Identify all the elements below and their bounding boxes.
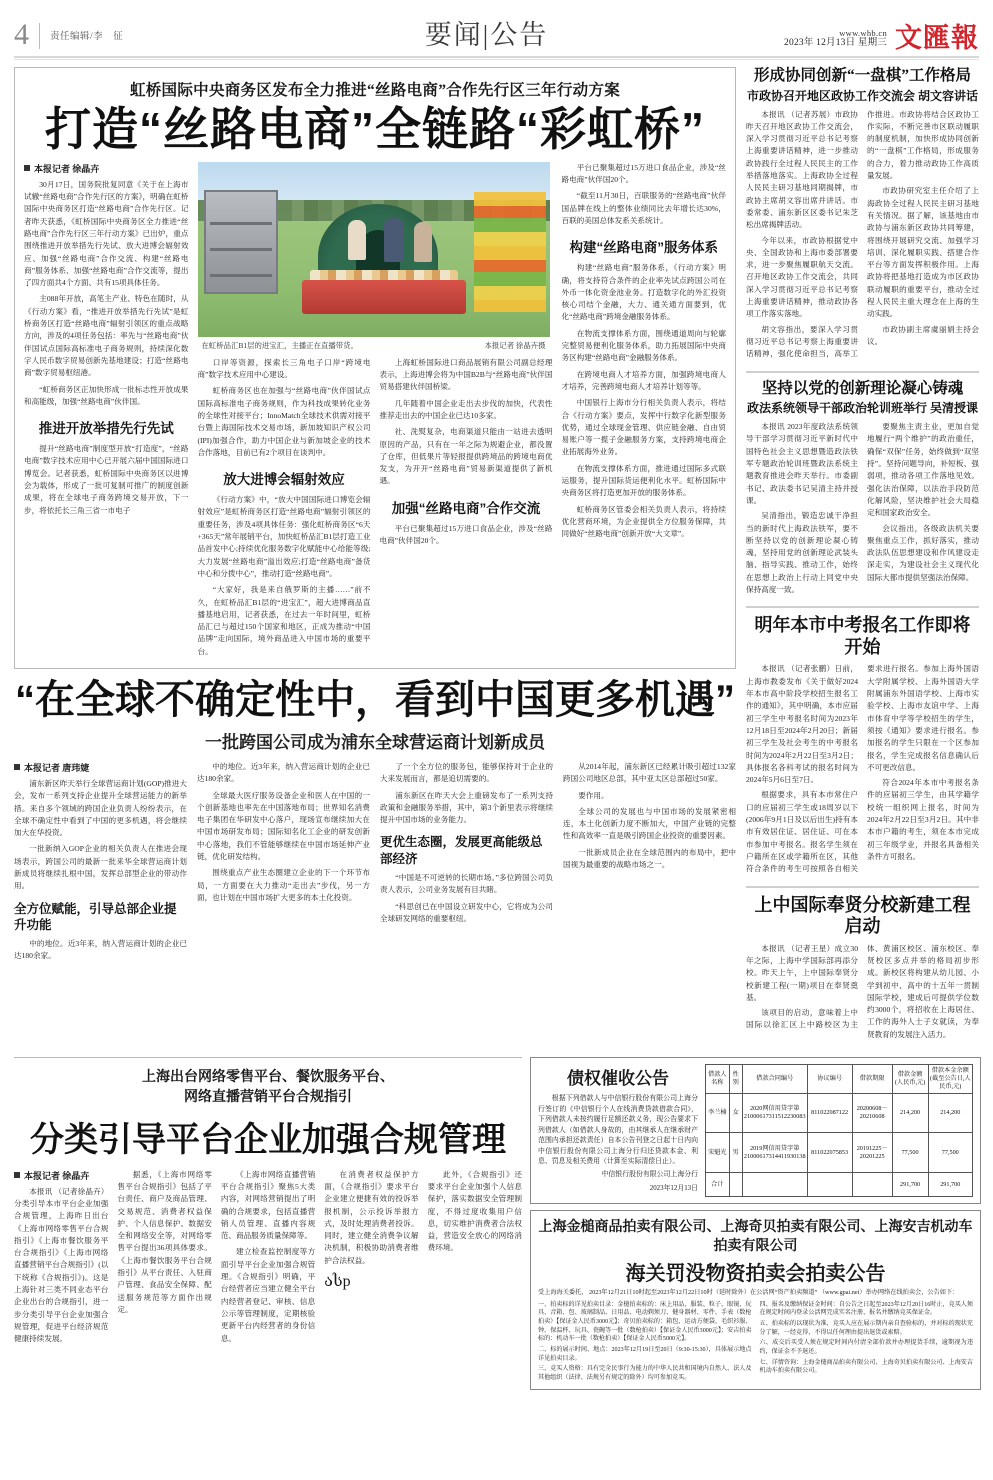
- right-article-3: [746, 615, 979, 875]
- bottom-paragraph: 本报讯 （记者徐晶卉）分类引导本市平台企业加强合规管理，上海昨日出台《上海市网络零售平台合规指引》《上海市餐饮服务平台合规指引》《上海市网络直播营销平台合规指引》(以下统称《合规指引》)。这是上海针对三类不同业态平台企业出台的合规指引，进一步分类引导平台企业加强合规管理，促进平台经济规范健康持续发展。: [14, 1186, 109, 1344]
- lead-paragraph: “大家好，我是来自俄罗斯的主播……”前不久，在虹桥品汇B1层的“进宝汇”，超大进博商品直播基地启用，记者获悉，在过去一年时间里，虹桥品汇已与超过150个国家和地区，正成为推动“中国品牌”走向国际，境外商品进入中国市场的重要平台。: [197, 585, 371, 656]
- lead-subheading-2: 放大进博会辐射效应: [223, 472, 345, 488]
- right-paragraph: 该项目的启动，意味着上中国际以徐汇区上中路校区为主体、黄浦区校区、浦东校区、奉贤校区多点并举的格局初步形成。新校区将构建从幼儿园、小学到初中、高中的十五年一贯制国际学校，建成后可提供学位数约3000个，将招收在上海居住、工作的海外人士子女就读，为奉贤教育的发展注入活力。: [746, 943, 979, 1039]
- right-article-2: [746, 380, 979, 597]
- bottom-column-2: [117, 1169, 211, 1350]
- newspaper-logo: 文匯報: [895, 23, 979, 53]
- debt-cell: [807, 1172, 852, 1197]
- feature-paragraph: 要作用。: [578, 790, 609, 800]
- masthead-rule-thin: [14, 59, 979, 60]
- feature-byline: [14, 761, 187, 774]
- right-article-2-subhead: 政法系统领导干部政治轮训班举行 吴清授课: [746, 401, 978, 416]
- auction-paragraph: 七、详情咨询：上海金槌商品拍卖有限公司、上海奇贝拍卖有限公司、上海安吉机动车拍卖有限公司。: [759, 1359, 973, 1375]
- right-divider-3: [746, 886, 979, 888]
- right-zone: [746, 67, 979, 1051]
- right-article-2-body: [746, 421, 979, 596]
- main-content-grid: [14, 67, 979, 1051]
- right-paragraph: 本报讯 2023年度政法系统领导干部学习贯彻习近平新时代中国特色社会主义思想暨造政法铁军专题政治轮训班暨政法系统主题教育推进会昨天举行。市委副书记、政法委书记吴清主持并授课。: [746, 422, 858, 505]
- debt-notice-text: [538, 1064, 698, 1197]
- right-paragraph: 市政协副主席虞丽娟主持会议。: [867, 324, 979, 346]
- right-paragraph: 今年以来，市政协根据党中央、全国政协和上海市委部署要求，进一步聚焦履职航天交流。召开地区政协工作交流会，共同深入学习贯彻习近平总书记考察上海重要讲话精神，推动政协各项工作落实落地。: [746, 235, 858, 319]
- right-paragraph: 要聚焦主责主业，更加自觉地履行“两个维护”的政治重任，确保“双保”任务，始终做到“双坚持”。坚持问题导向，补短板、强弱项，推动各项工作落地见效。强化法治保障，以法治手段防范化解风险，坚决维护社会大局稳定和国家政治安全。: [867, 422, 979, 518]
- feature-paragraph: 全球最大医疗服务设备企业和医人在中国的一个创新基地也率先在中国落地布局；世界知名消费电子集团在华研发中心落户，现场宣布继续加大在中国市场研发布局；国际知名化工企业的研发创新中心落地，我们不管能够继续在中国市场延伸产业链，优化研发结构。: [197, 790, 370, 862]
- feature-story: [14, 678, 736, 967]
- bottom-byline: [14, 1169, 108, 1182]
- photo-table: [302, 280, 466, 314]
- lead-subheading-4: 构建“丝路电商”服务体系: [569, 240, 718, 256]
- table-row: [706, 1133, 973, 1173]
- feature-paragraph: 一批新纳入GOP企业的相关负责人在推进会现场表示，跨国公司的最新一批来华全球营运商计划新成员将继续扎根中国，发挥总部型企业的带动作用。: [14, 844, 187, 891]
- debt-notice-paragraph: 根据下列借款人与中信银行股份有限公司上海分行签订的《中信银行个人在线消费贷款借款合同》，下列借款人未按约履行足额还款义务，现公告要求下列借款人（如借款人身故的，由其继承人在继承财产范围内承担还款责任）自本公告刊登之日起十日内向中信银行股份有限公司上海分行归还贷款本金、利息、罚息及相关费用（计算至实际清偿日止）。: [538, 1095, 698, 1165]
- masthead-divider: [39, 23, 40, 49]
- feature-column-3: [380, 761, 553, 967]
- right-paragraph: 根据要求，具有本市常住户口的应届初三学生或18周岁以下(2006年9月1日及以后出生)持有本市有效居住证、居住证、可在本市参加中考报名。报名学生须在户籍所在区或学籍所在区，其他符合条件的考生可按照各自相关要求进行报名。参加上海外国语大学附属学校、上海外国语大学附属浦东外国语学校、上海市实验学校、上海市友谊中学、上海市体育中学等学校招生的学生，须按《通知》要求进行报名。参加报名的学生只限在一个区参加报名，学生完成报名信息确认后不可更改信息。: [746, 664, 979, 874]
- debt-cell: 男: [729, 1133, 742, 1173]
- debt-notice-issuer: 中信银行股份有限公司上海分行: [601, 1171, 698, 1179]
- lead-shoulder-headline: 虹桥国际中央商务区发布全力推进“丝路电商”合作先行区三年行动方案: [129, 82, 621, 99]
- bottom-shoulder-line-1: 上海出台网络零售平台、餐饮服务平台、: [142, 1068, 394, 1085]
- bottom-shoulder: [14, 1066, 522, 1107]
- feature-paragraph: 浦东新区在昨天大会上重磅发布了一系列支持政策和金融服务举措，其中，第3个新里表示将继续提升中国市场的业务能力。: [380, 790, 553, 825]
- photo-person-2: [384, 218, 404, 262]
- debt-col-term: 借款期限: [852, 1065, 892, 1094]
- debt-cell: 合计: [706, 1172, 730, 1197]
- photo-caption: [198, 340, 550, 351]
- feature-columns: [14, 761, 736, 967]
- bottom-column-5: [428, 1169, 522, 1350]
- table-total-row: [706, 1172, 973, 1197]
- debt-cell: 811022075853: [807, 1133, 852, 1173]
- right-article-1-body: [746, 109, 979, 361]
- lead-paragraph: 口岸等资源，探索长三角电子口岸“跨境电商”数字技术应用中心建设。: [197, 357, 371, 380]
- lead-column-4: [562, 162, 727, 662]
- feature-column-1: [14, 761, 187, 967]
- publication-date: 2023年 12月13日 星期三: [784, 38, 887, 49]
- right-paragraph: 本报讯 （记者王星）成立30年之际，上海中学国际部再添分校。昨天上午，上中国际奉贤分校新建工程(一期)项目在奉贤奠基。: [746, 943, 858, 1002]
- lead-main-headline: 打造“丝路电商”全链路“彩虹桥”: [45, 103, 705, 155]
- feature-paragraph: 中的地位。近3年来，纳入营运商计划的企业已达180余家。: [14, 939, 187, 961]
- debt-collection-notice: [530, 1057, 981, 1204]
- feature-column-4: [563, 761, 736, 967]
- right-article-4-body: [746, 943, 979, 1041]
- byline-text: 本报记者 徐晶卉: [34, 163, 100, 174]
- right-paragraph: 市政协研究室主任介绍了上海政协全过程人民民主研习基地有关情况。据了解，该基地由市政协与浦东新区政协共同筹建，将围绕开展研究交流、加强学习培训、深化履职实践、搭建合作平台等方面发挥积极作用。上海政协将把基地打造成为市区政协联动履职的重要平台，推动全过程人民民主重大理念在上海的生动实践。: [867, 186, 979, 319]
- masthead-right: [729, 25, 979, 52]
- photo-caption-text: 在虹桥品汇B1层的进宝汇，主播正在直播带货。: [201, 340, 358, 350]
- feature-paragraph: 围绕重点产业生态圈建立企业的下一个环节布局，一方面要在大力推动“走出去”步伐，另一方面，也计划在中国市场扩大更多的本土化投资。: [197, 868, 370, 902]
- auction-paragraph: 六、成交后买受人须在规定时间内付清全部价款并办理提货手续，逾期视为违约，保证金不予退还。: [759, 1340, 973, 1355]
- auction-paragraph: 三、竞买人资格：具有完全民事行为能力的中华人民共和国境内自然人、法人及其他组织（法律、法规另有规定的除外）均可参加竞买。: [538, 1366, 752, 1381]
- debt-cell: 811022087122: [807, 1093, 852, 1133]
- section-name-2: 公告: [490, 20, 549, 50]
- bottom-column-1: [14, 1169, 108, 1350]
- debt-cell: [852, 1172, 892, 1197]
- table-row: [706, 1093, 973, 1133]
- right-article-1-subhead: 市政协召开地区政协工作交流会 胡文容讲话: [746, 88, 978, 103]
- feature-column-2: [197, 761, 370, 967]
- debt-cell: 77,500: [928, 1133, 972, 1173]
- debt-cell: 女: [729, 1093, 742, 1133]
- debt-cell: 宋魁光: [706, 1133, 730, 1173]
- lead-paragraph: 社、洗熨复杂，电商渠道只能由一站进去透明原因的产品，只有在一年之际为规避企业，都没置了仓库，但低果片等轻报提供跨境品的跨境电商优发支，为开开“丝路电商”贸易新渠道提供了新机遇。: [379, 427, 553, 486]
- feature-headline: “在全球不确定性中，看到中国更多机遇”: [15, 677, 735, 722]
- right-divider-2: [746, 606, 979, 608]
- lead-paragraph: 平台已聚集超过15万进口食品企业，涉及“丝路电商”伙伴国20个。: [561, 162, 726, 185]
- right-paragraph: 本报讯 （记者苏展）市政协昨天召开地区政协工作交流会，深入学习贯彻习近平总书记考察上海重要讲话精神，进一步推动政协践行全过程人民民主的工作举措落地落实。上海政协全过程人民民主研习基地同期揭牌，市政协主席胡文容出席并讲话。市委常委、浦东新区区委书记朱芝松出席揭牌活动。: [746, 109, 858, 230]
- debt-cell: 李兰楠: [706, 1093, 730, 1133]
- auction-paragraph: 二、标的展示时间、地点：2023年12月19日至20日（9:30-15:30），具体展示地点详见拍卖目录。: [538, 1347, 752, 1362]
- lead-paragraph: 在跨境电商人才培养方面，加强跨境电商人才培养，完善跨境电商人才培养计划等等。: [561, 369, 726, 391]
- lead-paragraph: 在物流支撑体系方面，推进通过国际多式联运服务，提升国际货运便利化水平。虹桥国际中央商务区将打造更加开放的服务体系。: [561, 463, 726, 498]
- lead-photo: [198, 162, 550, 337]
- photo-goods-rack: [474, 192, 546, 312]
- feature-subheadline: 一批跨国公司成为浦东全球营运商计划新成员: [205, 732, 545, 752]
- lead-paragraph: 在物流支撑体系方面，围绕通道周向与轮廓完整贸易便利化服务体系，助力拓展国际中央商务区构建“丝路电商”金融服务体系。: [561, 328, 726, 363]
- lead-paragraph: 主088年开放，高笔主产业、特色在随时，从《行动方案》看，“推进开放举措先行先试”是虹桥商务区打造“丝路电商”辐射引领区的重点战略方向，涉及的4项任务包括：率先与“丝路电商”伙伴国试点国际高标准电子商务规则，持续深化数字人民币数字贸易创新先基地建设；打造“丝路电商”数字贸易枢纽港。: [24, 294, 189, 378]
- right-article-4-headline: 上中国际奉贤分校新建工程启动: [754, 894, 971, 937]
- feature-paragraph: 全球公司的发展也与中国市场的发展紧密相连，本土化创新力度不断加大，中国产业链的完整性和高效率一直是吸引跨国企业投资的重要因素。: [563, 806, 736, 841]
- photo-credit: 本报记者 徐晶卉摄: [484, 340, 546, 350]
- lead-paragraph: 虹桥商务区也在加强与“丝路电商”伙伴国试点国际高标准电子商务规则，作为科技成果转化业务的全球性对接平台；InnoMatch全球技术供需对接平台暨上海国际技术交易市场，新加坡知识产权公司(IPI)加强合作，助力中国企业与新加坡企业的技术合作落地，目前已有2个项目在谈判中。: [197, 386, 371, 457]
- photo-shelf: [204, 190, 278, 294]
- debt-cell: 214,200: [928, 1093, 972, 1133]
- masthead-rule: [14, 56, 979, 58]
- auction-paragraph: 一、拍卖标的详见拍卖目录：金槌拍卖标的：床上用品、服装、粒子、眼镜、玩具、音箱、包、玻璃制品、日用品、电动剃须刀、健身器材、零件、手表（数枪拍卖）【保证金人民币3000元】；奇贝拍卖标的：箱包、运动方便袋、毛织衫服、钟、保温杯、玩具、瓷碗等一批（数枪拍卖）【保证金人民币3000元】；安吉拍卖标的：机动车一批（数枪拍卖）【保证金人民币5000元】。: [538, 1301, 752, 1343]
- right-paragraph: 会议指出，各级政法机关要聚焦重点工作，抓好落实，推动政法队伍思想建设和作风建设走深走实，为建设社会主义现代化国际大都市提供坚强法治保障。: [867, 523, 979, 582]
- lead-column-2: [198, 357, 371, 662]
- right-article-1: [746, 67, 979, 361]
- right-paragraph: 本报讯 （记者张鹏）日前，上海市教委发布《关于做好2024年本市高中阶段学校招生报名工作的通知》，其中明确，本市应届初三学生中考报名时间为2023年12月18日至2024年2月20日；新届初三学生及社会考生的中考报名时间为2024年2月22日至3月2日；具体报名各科考试的报名时间为2024年5月6日至7日。: [746, 664, 858, 785]
- debt-cell: 20191225－20201225: [852, 1133, 892, 1173]
- debt-cell: 291,700: [892, 1172, 928, 1197]
- bottom-paragraph: 据悉，《上海市网络零售平台合规指引》包括了平台责任、商户及商品管理、交易规范、消费者权益保护、个人信息保护、数据安全和网络安全等，对网络零售平台提出36项具体要求。《上海市餐饮服务平台合规指引》从平台责任、入驻商户管理、食品安全保障、配送服务规范等方面作出规定。: [117, 1169, 212, 1314]
- bottom-paragraph: 建立检查监控制度等方面引导平台企业加强合规管理。《合规指引》明确，平台经营者应当建立健全平台内经营者登记、审核、信息公示等管理制度，定期核验更新平台内经营者的身份信息。: [220, 1247, 316, 1343]
- debt-cell: 77,500: [892, 1133, 928, 1173]
- feature-paragraph: 一批新成员企业在全球范围内的布局中，把中国视为最重要的战略市场之一。: [563, 847, 736, 870]
- right-article-1-headline: 形成协同创新“一盘棋”工作格局: [753, 67, 971, 84]
- feature-paragraph: “科思创已在中国设立研发中心，它将成为公司全球研发网络的重要枢纽。: [380, 901, 553, 923]
- byline-square-icon: [24, 165, 30, 171]
- byline-square-icon: [14, 1172, 20, 1178]
- lead-columns: [24, 162, 726, 662]
- bottom-shoulder-line-2: 网络直播营销平台合规指引: [184, 1088, 352, 1105]
- website-url[interactable]: www.whb.cn: [839, 27, 887, 38]
- debt-cell: 20200608－20210608: [852, 1093, 892, 1133]
- lead-paragraph: 虹桥商务区管委会相关负责人表示，将持续优化营商环境，为企业提供全方位服务保障，共同做好“丝路电商”创新开放“大文章”。: [561, 504, 726, 539]
- responsible-editor: 责任编辑/李 征: [50, 31, 124, 42]
- feature-paragraph: “中国是不可逆转的长期市场。”多位跨国公司负责人表示，公司业务发展有目共睹。: [380, 872, 553, 895]
- lead-column-1: [24, 162, 189, 662]
- right-article-3-body: [746, 663, 979, 875]
- page-number: 4: [14, 18, 29, 51]
- feature-subheading-1: 全方位赋能，引导总部企业提升功能: [14, 901, 177, 932]
- lead-columns-mid: [198, 357, 553, 662]
- auction-intro-block: [538, 1289, 973, 1298]
- bottom-right-notices: [530, 1057, 981, 1389]
- debt-col-balance: 借款本金余额(截至公告日,人民币,元): [928, 1065, 972, 1094]
- lead-paragraph: 中国银行上海市分行相关负责人表示，将结合《行动方案》要点，发挥中行数字化新型服务优势，通过全球现金管理、供应链金融、自由贸易账户等一揽子金融服务方案，支持跨境电商企业拓展海外业务。: [561, 398, 726, 457]
- right-article-3-headline: 明年本市中考报名工作即将开始: [754, 615, 971, 657]
- photo-person-1: [348, 220, 366, 260]
- byline-text: 本报记者 徐晶卉: [24, 1170, 90, 1181]
- debt-col-contract: 借款合同编号: [742, 1065, 807, 1094]
- bottom-column-4: 在消费者权益保护方面，《合规指引》要求平台企业建立便捷有效的投诉举报机制，公示投诉举报方式，及时处理消费者投诉。同时，建立健全消费争议解决机制，积极协助消费者维护合法权益。 ასp: [324, 1169, 419, 1291]
- byline-square-icon: [14, 764, 20, 770]
- lead-paragraph: 几年随着中国企业走出去步伐的加快，代表性推荐走出去的中国企业已达10多家。: [379, 398, 553, 420]
- lead-byline: [24, 162, 189, 175]
- bottom-left-article: [14, 1057, 522, 1389]
- right-divider-1: [746, 371, 979, 373]
- lead-paragraph: 提升“丝路电商”制度型开放“打造度”，“丝路电商”数字技术应用中心已开展六届中国国际进口博览会。记者获悉，虹桥国际中央商务区以进博会为载体，形成了一批可复制可推广的制度创新成果，将在全球电子商务跨境交易开放，下一步，将依托长三角三省一市电子: [24, 444, 189, 515]
- left-zone: [14, 67, 736, 1051]
- debt-cell: 2019网信用贷字第21000617314411930138: [742, 1133, 807, 1173]
- auction-title: 海关罚没物资拍卖会拍卖公告: [625, 1262, 886, 1285]
- photo-person-3: [414, 222, 432, 262]
- masthead-left: [14, 20, 244, 52]
- debt-notice-title: 债权催收公告: [567, 1069, 669, 1089]
- feature-paragraph: 浦东新区昨天举行全球营运商计划(GOP)推进大会，发布一系列支持企业提升全球营运能力的新举措。来自多个领域的跨国企业负责人纷纷表示，在全球不确定性中看到了中国的更多机遇，将会继续加大在华投资。: [14, 778, 187, 838]
- bottom-zone: [14, 1057, 979, 1389]
- lead-story: [14, 67, 736, 669]
- lead-paragraph: 构建“丝路电商”服务体系，《行动方案》明确，将支持符合条件的企业率先试点跨国公司在外币一体化资金池业务。打造数字化的外汇投资核心司结个金融，大力、通关通方面要到，优化“丝路电商”跨境金融服务体系。: [561, 263, 726, 322]
- section-name: 要闻: [424, 20, 483, 50]
- masthead: [14, 8, 979, 52]
- debt-notice-date: 2023年12月13日: [649, 1184, 698, 1192]
- bottom-column-3: [221, 1169, 315, 1350]
- feature-paragraph: 了一个全方位的服务包，能够保持对于企业的大来发展而言，都是追切需要的。: [380, 761, 553, 784]
- lead-paragraph: 30月17日，国务院批复同意《关于在上海市试辙“丝路电商”合作先行区的方案》，明确在虹桥国际中央商务区打造“丝路电商”合作先行区。记者昨天获悉，《虹桥国际中央商务区全力推进“丝路电商”合作先行区三年行动方案》已出炉，重点围绕推进开放举措先行先试、放大进博会辐射效应、加强“丝路电商”合作交流、构建“丝路电商”服务体系、加强“丝路电商”合作交流等，提出了四方面共4个方面、共有15项具体任务。: [24, 179, 189, 288]
- right-paragraph: 胡文容指出，要深入学习贯彻习近平总书记考察上海重要讲话精神，强化使命担当，高举工作推进。市政协将结合区政协工作实际，不断完善市区联动履职的制度机制，加快形成协同创新的“一盘棋”工作格局，形成服务的合力，着力推动政协工作高质量发展。: [746, 109, 979, 359]
- debt-cell: 214,200: [892, 1093, 928, 1133]
- feature-paragraph: 中的地位。近3年来，纳入营运商计划的企业已达180余家。: [197, 761, 370, 784]
- bottom-paragraph: 此外，《合规指引》还要求平台企业加强个人信息保护，落实数据安全管理制度，不得过度收集用户信息，切实维护消费者合法权益，营造安全放心的网络消费环境。: [427, 1169, 523, 1253]
- debt-table: [705, 1064, 973, 1197]
- right-article-2-headline: 坚持以党的创新理论凝心铸魂: [761, 379, 964, 397]
- bottom-headline: 分类引导平台企业加强合规管理: [30, 1120, 506, 1159]
- lead-paragraph: 上海虹桥国际进口商品展销有限公司副总经理表示，上海进博会将为中国B2B与“丝路电商”伙伴国贸易搭建伙伴国桥梁。: [379, 357, 553, 392]
- debt-notice-inner: [538, 1064, 973, 1197]
- masthead-meta: [784, 28, 887, 53]
- debt-col-name: 借款人名称: [706, 1065, 730, 1094]
- feature-subheading-2: 更优生态圈，发展更高能级总部经济: [380, 835, 543, 866]
- bottom-paragraph: 《上海市网络直播营销平台合规指引》聚焦5大类内容，对网络营销提出了明确的合规要求，包括直播营销人员管理、直播内容规范、商品服务质量保障等。: [220, 1169, 316, 1241]
- right-paragraph: 吴清指出，锻造忠诚干净担当的新时代上海政法铁军，要不断坚持以党的创新理论凝心铸魂，坚持用党的创新理论武装头脑、指导实践、推动工作，始终在思想上政治上行动上同党中央保持高度一致。: [746, 511, 858, 594]
- debt-cell: [729, 1172, 742, 1197]
- auction-notice: [530, 1210, 981, 1389]
- lead-paragraph: 《行动方案》中，“放大中国国际进口博览会辐射效应”是虹桥商务区打造“丝路电商”辐射引领区的重要任务，涉及4项具体任务：强化虹桥商务区“6天+365天”常年展销平台，加快虹桥品汇B1层打造工业品首发中心;持续优化服务数字化赋能中心给能等级;大力发展“丝路电商”溢出效应;打造“丝路电商”备货中心和分拨中心”，推动打造“丝路电商”。: [197, 495, 371, 578]
- debt-cell: 291,700: [928, 1172, 972, 1197]
- lead-paragraph: “截至11月30日，百联服务的“丝路电商”伙伴国品牌在线上的整体业绩同比去年增长达30%，百联的美国总体发系关系统计。: [561, 191, 726, 225]
- auction-body: [538, 1301, 973, 1383]
- lead-photo-wrap: [198, 162, 550, 351]
- bottom-columns: [14, 1169, 522, 1350]
- auction-paragraph: 四、报名及缴纳保证金时间：自公告之日起至2023年12月20日16时止，竞买人须在规定时间内登录公活网完成实名注册、报名并缴纳竞买保证金。: [759, 1301, 973, 1317]
- auction-intro: 受上海海关委托， 2023年12月21日10时起至2023年12月22日10时（延时除外）在公活网“资产拍卖频道” （www.gpai.net）举办网络在线拍卖会，公告如下：: [538, 1288, 959, 1296]
- section-separator: |: [482, 20, 491, 50]
- lead-photo-block: [198, 162, 553, 662]
- right-paragraph: 符合2024年本市中考报名条件的应届初三学生，由其学籍学校统一组织网上报名，时间为2024年2月22日至3月2日。其中非本市户籍的考生，须在本市完成初三年级学业，并报名具备相关条件方可报名。: [867, 778, 979, 861]
- lead-column-3: [380, 357, 553, 662]
- byline-text: 本报记者 唐玮婕: [24, 762, 90, 773]
- debt-cell: 2020网信用贷字第21000617311512230083: [742, 1093, 807, 1133]
- masthead-center: [244, 13, 729, 52]
- auction-paragraph: 五、拍卖标的以现状为准，竞买人应在展示期内亲自查验标的，并对标的现状充分了解，一经竞得，不得以任何理由提出退货或索赔。: [759, 1321, 973, 1336]
- right-article-4: [746, 895, 979, 1042]
- lead-subheading-3: 加强“丝路电商”合作交流: [391, 500, 541, 516]
- debt-col-agreement: 协议编号: [807, 1065, 852, 1094]
- debt-col-gender: 性别: [729, 1065, 742, 1094]
- lead-paragraph: 平台已聚集超过15万进口食品企业，涉及“丝路电商”伙伴国20个。: [379, 523, 553, 546]
- debt-cell: [742, 1172, 807, 1197]
- debt-table-header-row: [706, 1065, 973, 1094]
- bottom-paragraph: 在消费者权益保护方面，《合规指引》要求平台企业建立便捷有效的投诉举报机制，公示投诉举报方式，及时处理消费者投诉。同时，建立健全消费争议解决机制，积极协助消费者维护合法权益。: [324, 1169, 419, 1265]
- debt-col-amount: 借款金额(人民币,元): [892, 1065, 928, 1094]
- feature-paragraph: 从2014年起，浦东新区已经累计吸引超过132家跨国公司地区总部，其中亚太区总部超过50家。: [563, 761, 736, 784]
- lead-subheading-1: 推进开放举措先行先试: [38, 421, 174, 437]
- lead-paragraph: “虹桥商务区正加快形成一批标志性开放成果和高能级，加强“丝路电商”伙伴国。: [24, 384, 189, 406]
- auction-companies: 上海金槌商品拍卖有限公司、上海奇贝拍卖有限公司、上海安吉机动车拍卖有限公司: [538, 1218, 973, 1253]
